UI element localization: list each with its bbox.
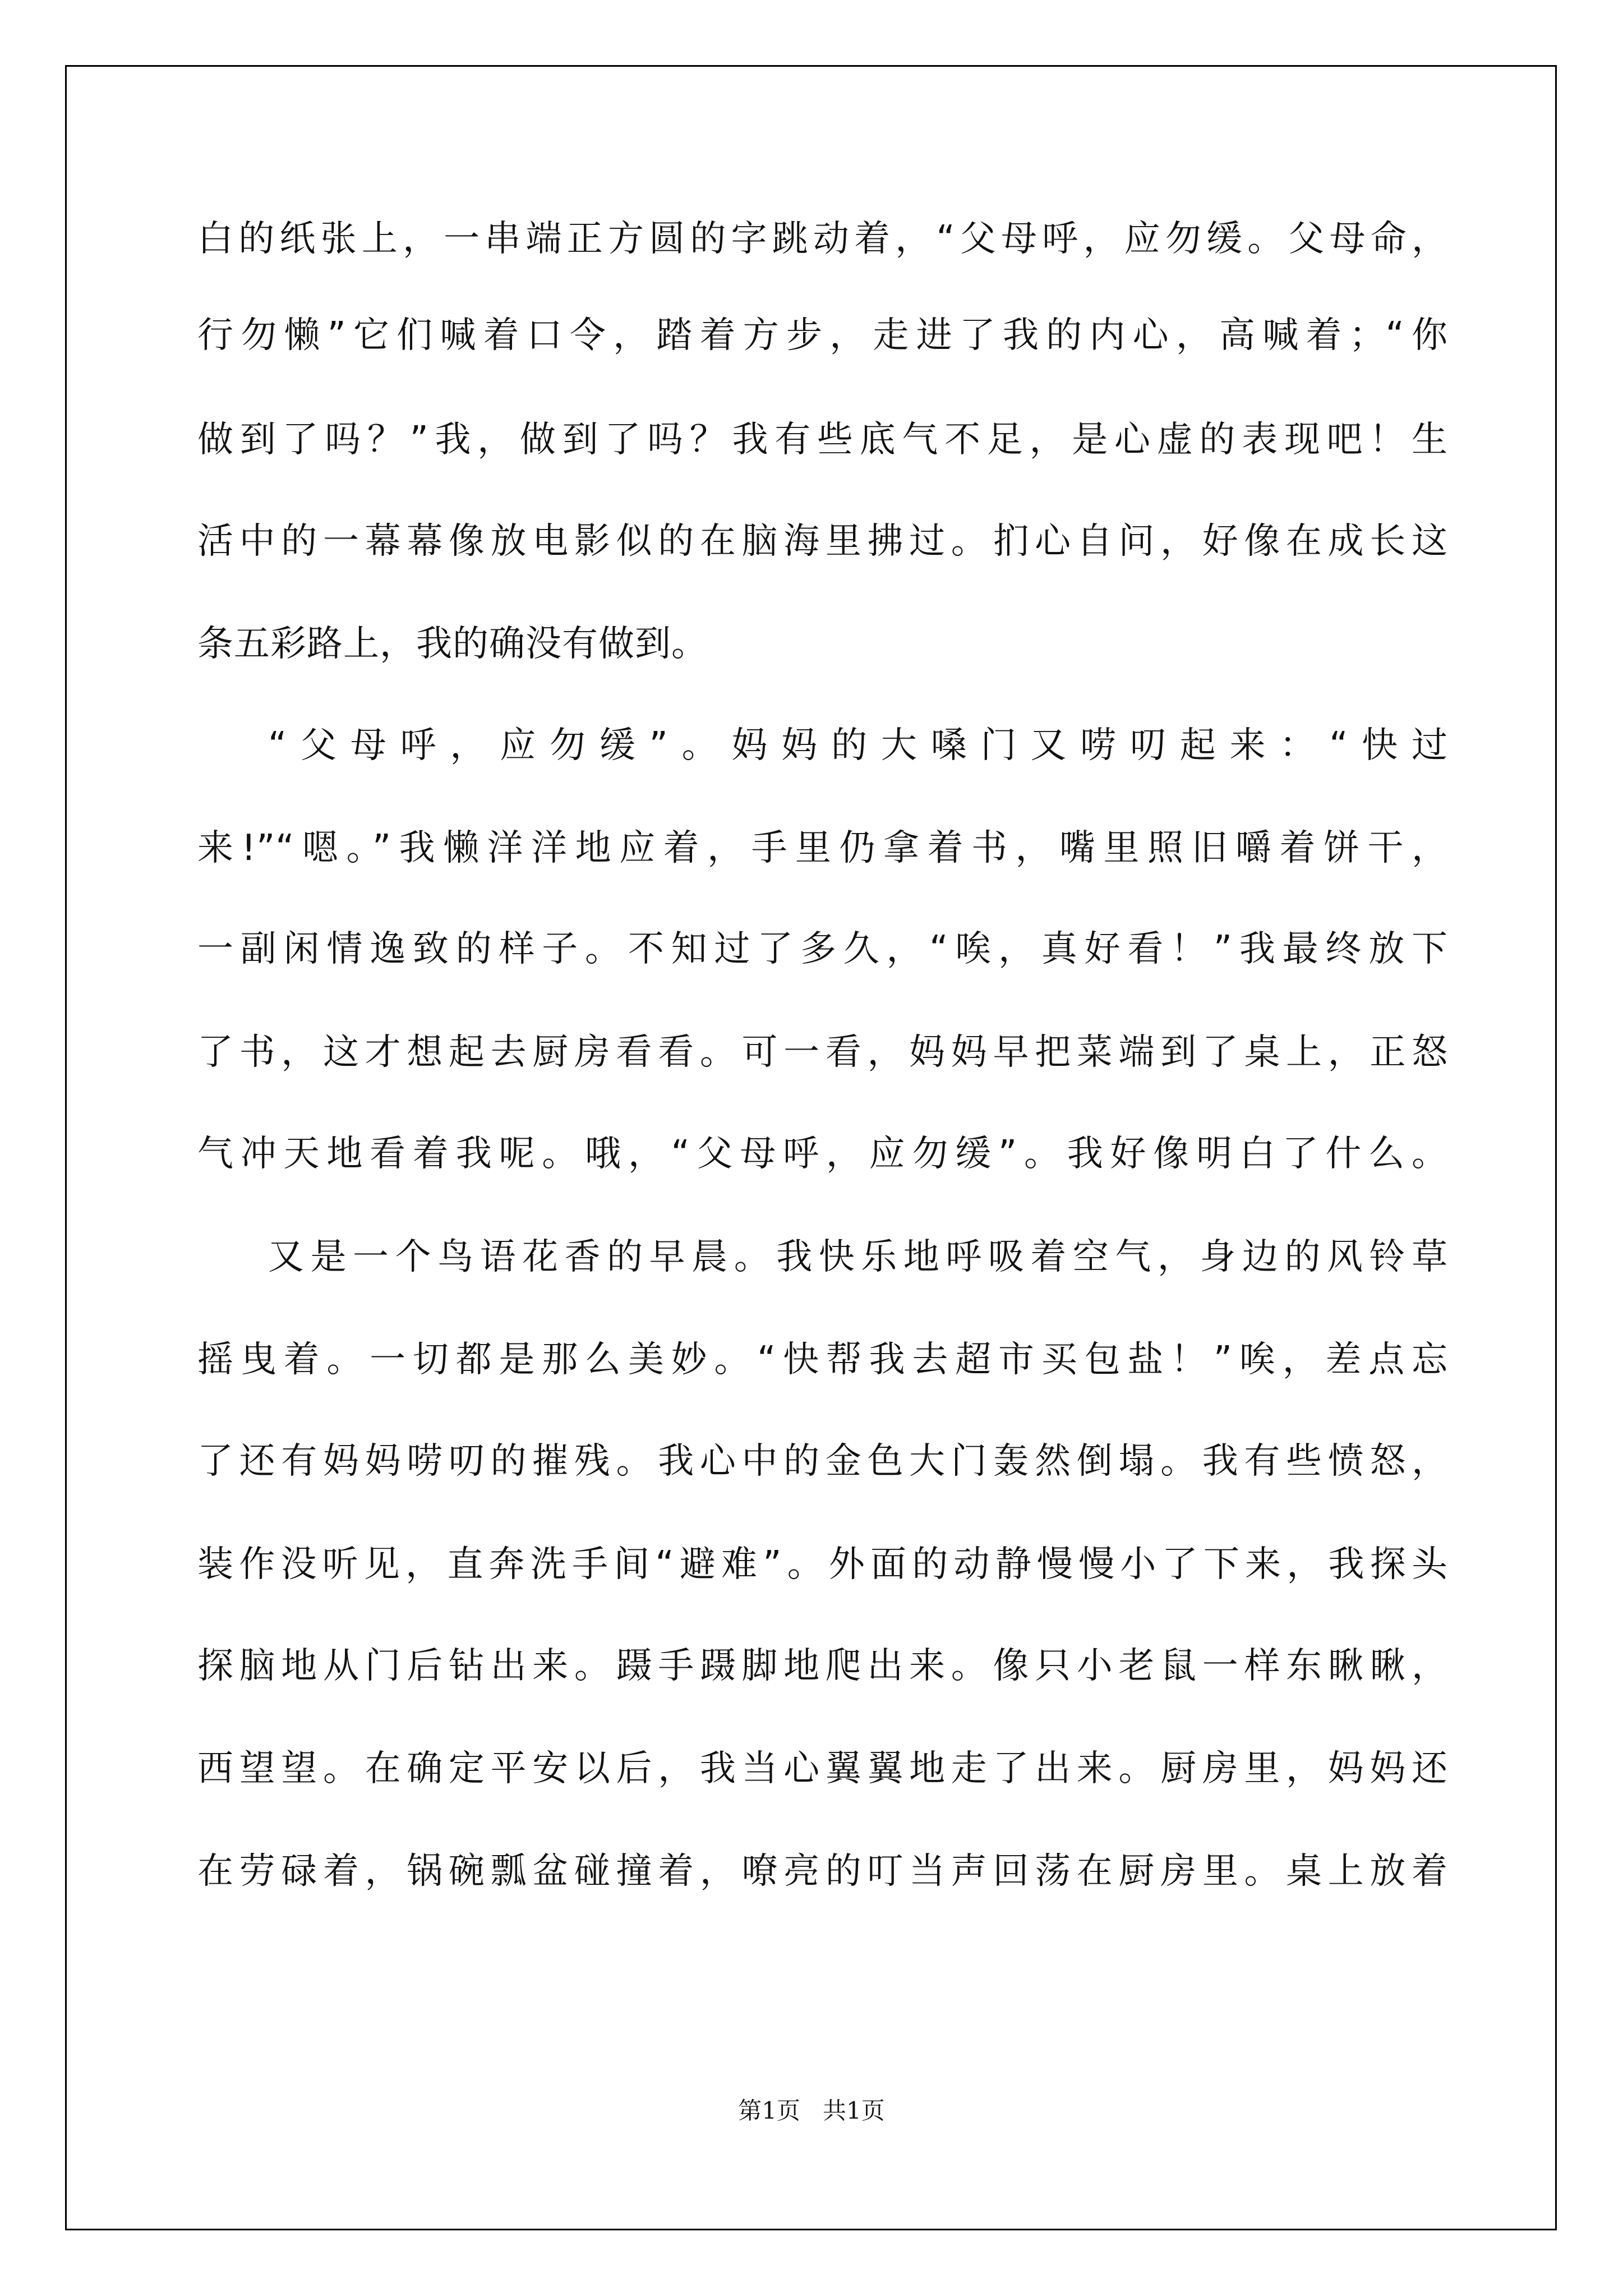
text-line: 活中的一幕幕像放电影似的在脑海里拂过。扪心自问，好像在成长这	[197, 521, 1448, 562]
text-line: 做到了吗？”我，做到了吗？我有些底气不足，是心虚的表现吧！生	[197, 419, 1448, 461]
text-line: 来!”“嗯。”我懒洋洋地应着，手里仍拿着书，嘴里照旧嚼着饼干，	[197, 827, 1448, 869]
text-line: 条五彩路上，我的确没有做到。	[197, 623, 708, 665]
text-line: 一副闲情逸致的样子。不知过了多久，“唉，真好看！”我最终放下	[197, 928, 1448, 970]
text-line: 了书，这才想起去厨房看看。可一看，妈妈早把菜端到了桌上，正怒	[197, 1032, 1448, 1073]
text-line: 装作没听见，直奔洗手间“避难”。外面的动静慢慢小了下来，我探头	[197, 1544, 1448, 1585]
text-line: 了还有妈妈唠叨的摧残。我心中的金色大门轰然倒塌。我有些愤怒，	[197, 1441, 1448, 1482]
text-line: 气冲天地看着我呢。哦，“父母呼，应勿缓”。我好像明白了什么。	[197, 1133, 1448, 1175]
paragraph-first-line: 又是一个鸟语花香的早晨。我快乐地呼吸着空气，身边的风铃草	[268, 1236, 1448, 1278]
text-line: 探脑地从门后钻出来。蹑手蹑脚地爬出来。像只小老鼠一样东瞅瞅，	[197, 1645, 1448, 1687]
text-line: 在劳碌着，锅碗瓢盆碰撞着，嘹亮的叮当声回荡在厨房里。桌上放着	[197, 1851, 1448, 1892]
paragraph-first-line: “父母呼，应勿缓”。妈妈的大嗓门又唠叨起来：“快过	[268, 725, 1448, 766]
page-number-footer: 第1页 共1页	[738, 2097, 885, 2124]
text-line: 白的纸张上，一串端正方圆的字跳动着，“父母呼，应勿缓。父母命，	[197, 218, 1448, 260]
text-line: 西望望。在确定平安以后，我当心翼翼地走了出来。厨房里，妈妈还	[197, 1748, 1448, 1789]
text-line: 摇曳着。一切都是那么美妙。“快帮我去超市买包盐！”唉，差点忘	[197, 1339, 1448, 1381]
text-line: 行勿懒”它们喊着口令，踏着方步，走进了我的内心，高喊着；“你	[197, 315, 1448, 356]
